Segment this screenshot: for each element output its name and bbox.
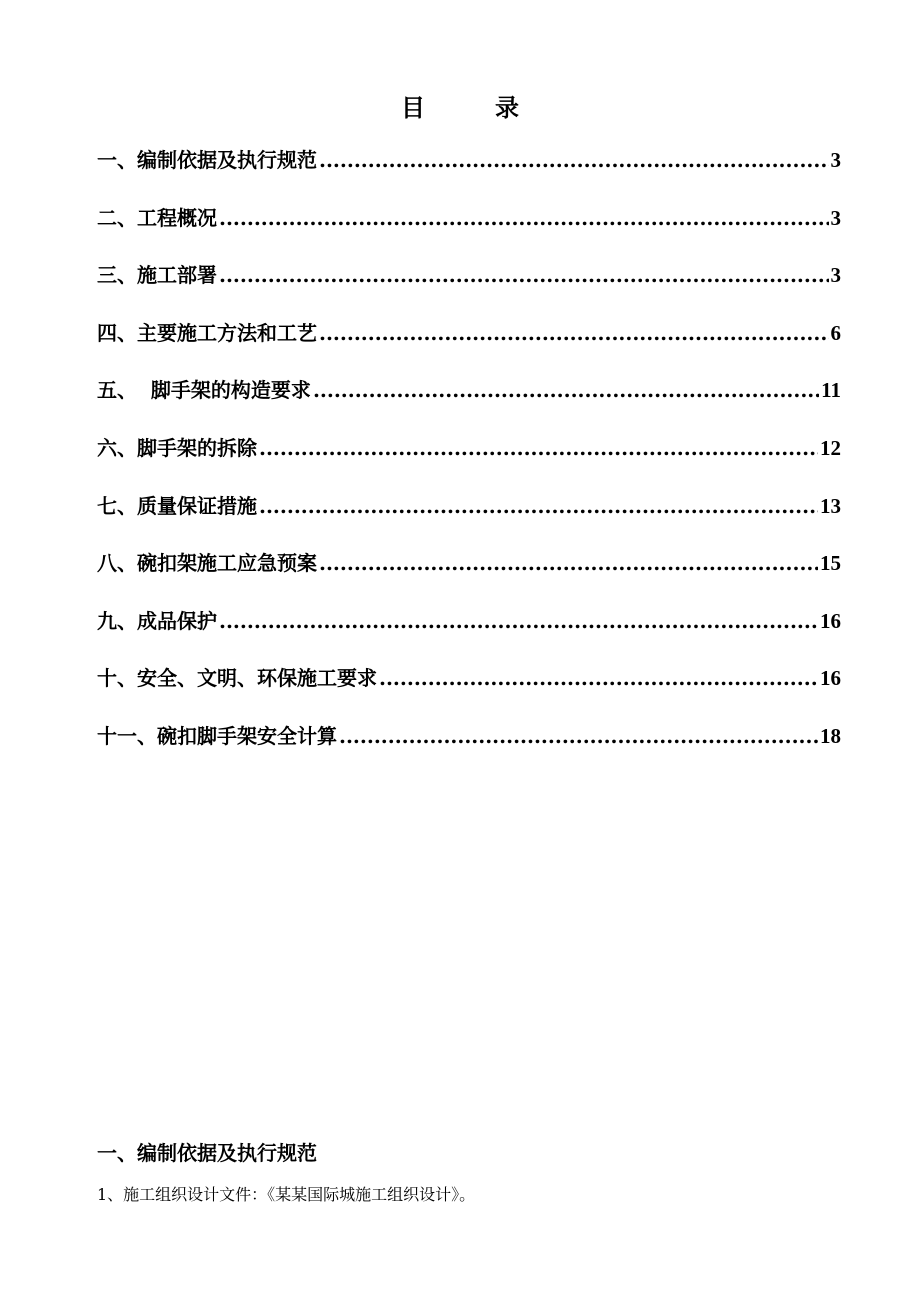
- section-heading: 一、编制依据及执行规范: [97, 1141, 317, 1165]
- toc-entry-page: 15: [820, 551, 841, 576]
- toc-dot-leader: [219, 601, 818, 641]
- toc-entry-label: 九、成品保护: [97, 608, 217, 633]
- toc-dot-leader: [259, 486, 818, 526]
- toc-entry-page: 18: [820, 723, 841, 748]
- toc-entry-label: 二、工程概况: [97, 205, 217, 230]
- toc-entry-page: 12: [820, 435, 841, 460]
- toc-entry-11[interactable]: [97, 716, 841, 774]
- toc-entry-page: 16: [820, 608, 841, 633]
- toc-title-char-2: 录: [495, 93, 519, 122]
- toc-dot-leader: [319, 140, 829, 180]
- toc-entry-9[interactable]: [97, 601, 841, 659]
- table-of-contents: [97, 140, 841, 774]
- toc-title: [0, 90, 920, 126]
- toc-entry-page: 6: [830, 320, 841, 345]
- toc-entry-page: 16: [820, 666, 841, 691]
- toc-entry-1[interactable]: [97, 140, 841, 198]
- toc-entry-page: 3: [830, 263, 841, 288]
- toc-entry-page: 3: [830, 148, 841, 172]
- toc-dot-leader: [319, 543, 818, 583]
- toc-dot-leader: [319, 313, 829, 353]
- toc-entry-3[interactable]: [97, 255, 841, 313]
- toc-dot-leader: [219, 198, 829, 238]
- toc-entry-7[interactable]: [97, 486, 841, 544]
- toc-entry-label: 一、编制依据及执行规范: [97, 148, 317, 172]
- toc-entry-4[interactable]: [97, 313, 841, 371]
- toc-dot-leader: [313, 370, 819, 410]
- toc-entry-2[interactable]: [97, 198, 841, 256]
- toc-entry-10[interactable]: [97, 658, 841, 716]
- toc-entry-5[interactable]: [97, 370, 841, 428]
- toc-title-char-1: 目: [401, 93, 425, 122]
- toc-entry-label: 三、施工部署: [97, 263, 217, 288]
- toc-entry-6[interactable]: [97, 428, 841, 486]
- toc-dot-leader: [259, 428, 818, 468]
- toc-entry-page: 3: [830, 205, 841, 230]
- toc-entry-8[interactable]: [97, 543, 841, 601]
- toc-dot-leader: [379, 658, 818, 698]
- toc-entry-label: 八、碗扣架施工应急预案: [97, 551, 317, 576]
- toc-entry-label: 六、脚手架的拆除: [97, 435, 257, 460]
- toc-entry-page: 13: [820, 493, 841, 518]
- toc-entry-label: 十、安全、文明、环保施工要求: [97, 666, 377, 691]
- toc-entry-page: 11: [821, 378, 841, 403]
- body-paragraph: 1、施工组织设计文件：《某某国际城施工组织设计》。: [97, 1185, 476, 1204]
- toc-entry-label: 十一、碗扣脚手架安全计算: [97, 723, 337, 748]
- toc-entry-label: 五、 脚手架的构造要求: [97, 378, 311, 403]
- toc-entry-label: 七、质量保证措施: [97, 493, 257, 518]
- toc-dot-leader: [339, 716, 818, 756]
- toc-dot-leader: [219, 255, 829, 295]
- toc-entry-label: 四、主要施工方法和工艺: [97, 320, 317, 345]
